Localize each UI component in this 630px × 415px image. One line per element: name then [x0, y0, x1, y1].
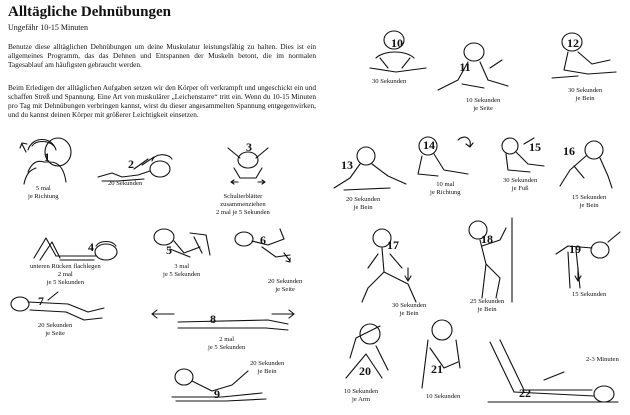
intro-paragraph-1: Benutze diese alltäglichen Dehnübungen um deine Muskulatur leistungsfähig zu halten. Dies ist ein allgemeines Programm, das das Dehnen und Entspannen der Muskeln betont, die im normalen Tagesablauf am häufigsten gebraucht werden. — [8, 42, 316, 69]
exercise-5-caption: 3 mal je 5 Sekunden — [163, 263, 201, 278]
exercise-11-number: 11 — [459, 60, 471, 74]
exercise-5-number: 5 — [166, 243, 172, 257]
exercise-19-caption: 15 Sekunden — [572, 291, 607, 298]
exercise-20-caption: 10 Sekunden je Arm — [344, 388, 379, 403]
exercise-15-figure — [494, 130, 554, 180]
exercise-22 — [484, 332, 624, 412]
exercise-18 — [460, 218, 520, 303]
exercise-16-caption: 15 Sekunden je Bein — [572, 194, 607, 209]
exercise-4-caption: unteren Rücken flachlegen 2 mal je 5 Sekunden — [30, 263, 101, 286]
exercise-6 — [232, 225, 297, 265]
exercise-9-caption: 20 Sekunden je Bein — [250, 360, 285, 375]
exercise-14-caption: 10 mal je Richtung — [430, 181, 461, 196]
exercise-19 — [548, 228, 626, 298]
exercise-10 — [366, 28, 436, 78]
exercise-2-caption: 20 Sekunden — [108, 180, 143, 187]
exercise-13-caption: 20 Sekunden je Bein — [346, 196, 381, 211]
exercise-15 — [494, 130, 554, 180]
exercise-8 — [148, 308, 298, 338]
exercise-3-caption: Schulterblätter zusammenziehen 2 mal je 5 Sekunden — [216, 193, 270, 216]
exercise-1-caption: 5 mal je Richtung — [28, 185, 59, 200]
exercise-21-caption: 10 Sekunden — [426, 393, 461, 400]
exercise-19-number: 19 — [569, 242, 581, 256]
exercise-8-number: 8 — [210, 312, 216, 326]
exercise-16-number: 16 — [563, 144, 575, 158]
exercise-4-figure — [30, 228, 125, 264]
exercise-20 — [336, 318, 396, 386]
page-subtitle: Ungefähr 10-15 Minuten — [8, 23, 88, 32]
exercise-6-number: 6 — [260, 233, 266, 247]
exercise-7-caption: 20 Sekunden je Seite — [38, 322, 73, 337]
exercise-15-caption: 30 Sekunden je Fuß — [503, 177, 538, 192]
exercise-12-caption: 30 Sekunden je Bein — [568, 87, 603, 102]
exercise-21-number: 21 — [431, 362, 443, 376]
exercise-22-number: 22 — [519, 386, 531, 400]
exercise-13 — [330, 142, 410, 197]
exercise-1-number: 1 — [44, 150, 50, 164]
exercise-21-figure — [414, 318, 474, 393]
exercise-2-number: 2 — [128, 157, 134, 171]
exercise-17-caption: 30 Sekunden je Bein — [392, 302, 427, 317]
exercise-7-number: 7 — [38, 294, 44, 308]
exercise-3 — [218, 138, 278, 188]
exercise-11 — [428, 40, 513, 100]
exercise-4 — [30, 228, 125, 264]
exercise-21 — [414, 318, 474, 393]
exercise-8-caption: 2 mal je 5 Sekunden — [208, 336, 246, 351]
exercise-5 — [150, 225, 225, 263]
exercise-14 — [408, 130, 480, 182]
exercise-22-caption: 2-3 Minuten — [586, 356, 619, 363]
exercise-12-number: 12 — [567, 36, 579, 50]
exercise-15-number: 15 — [529, 140, 541, 154]
exercise-4-number: 4 — [88, 240, 94, 254]
exercise-18-figure — [460, 218, 520, 303]
exercise-17-number: 17 — [387, 238, 399, 252]
exercise-9-number: 9 — [214, 387, 220, 401]
exercise-3-number: 3 — [246, 140, 252, 154]
exercise-10-number: 10 — [391, 36, 403, 50]
intro-paragraph-2: Beim Erledigen der alltäglichen Aufgaben setzen wir den Körper oft verkrampft und ungeschickt ein und schaffen Streß und Spannung. Eine Art von muskulärer „Leichenstarre“ tritt ein. Wenn du 10-15 Minuten pro Tag mit Dehnübungen verbringen kannst, wirst du dieser angesammelten Spannung entgegenwirken, und du kannst deinen Körper mit größerer Leichtigkeit einsetzen. — [8, 83, 316, 119]
exercise-12 — [548, 28, 623, 83]
exercise-12-figure — [548, 28, 623, 83]
exercise-10-caption: 30 Sekunden — [372, 78, 407, 85]
exercise-19-figure — [548, 228, 626, 298]
exercise-17 — [358, 228, 428, 308]
exercise-11-caption: 10 Sekunden je Seite — [466, 97, 501, 112]
exercise-6-caption: 20 Sekunden je Seite — [268, 278, 303, 293]
exercise-18-number: 18 — [481, 232, 493, 246]
exercise-16 — [550, 136, 625, 192]
exercise-20-number: 20 — [359, 364, 371, 378]
exercise-13-number: 13 — [341, 158, 353, 172]
exercise-22-figure — [484, 332, 624, 412]
page-title: Alltägliche Dehnübungen — [8, 4, 171, 20]
exercise-14-number: 14 — [423, 138, 435, 152]
exercise-18-caption: 25 Sekunden je Bein — [470, 298, 505, 313]
